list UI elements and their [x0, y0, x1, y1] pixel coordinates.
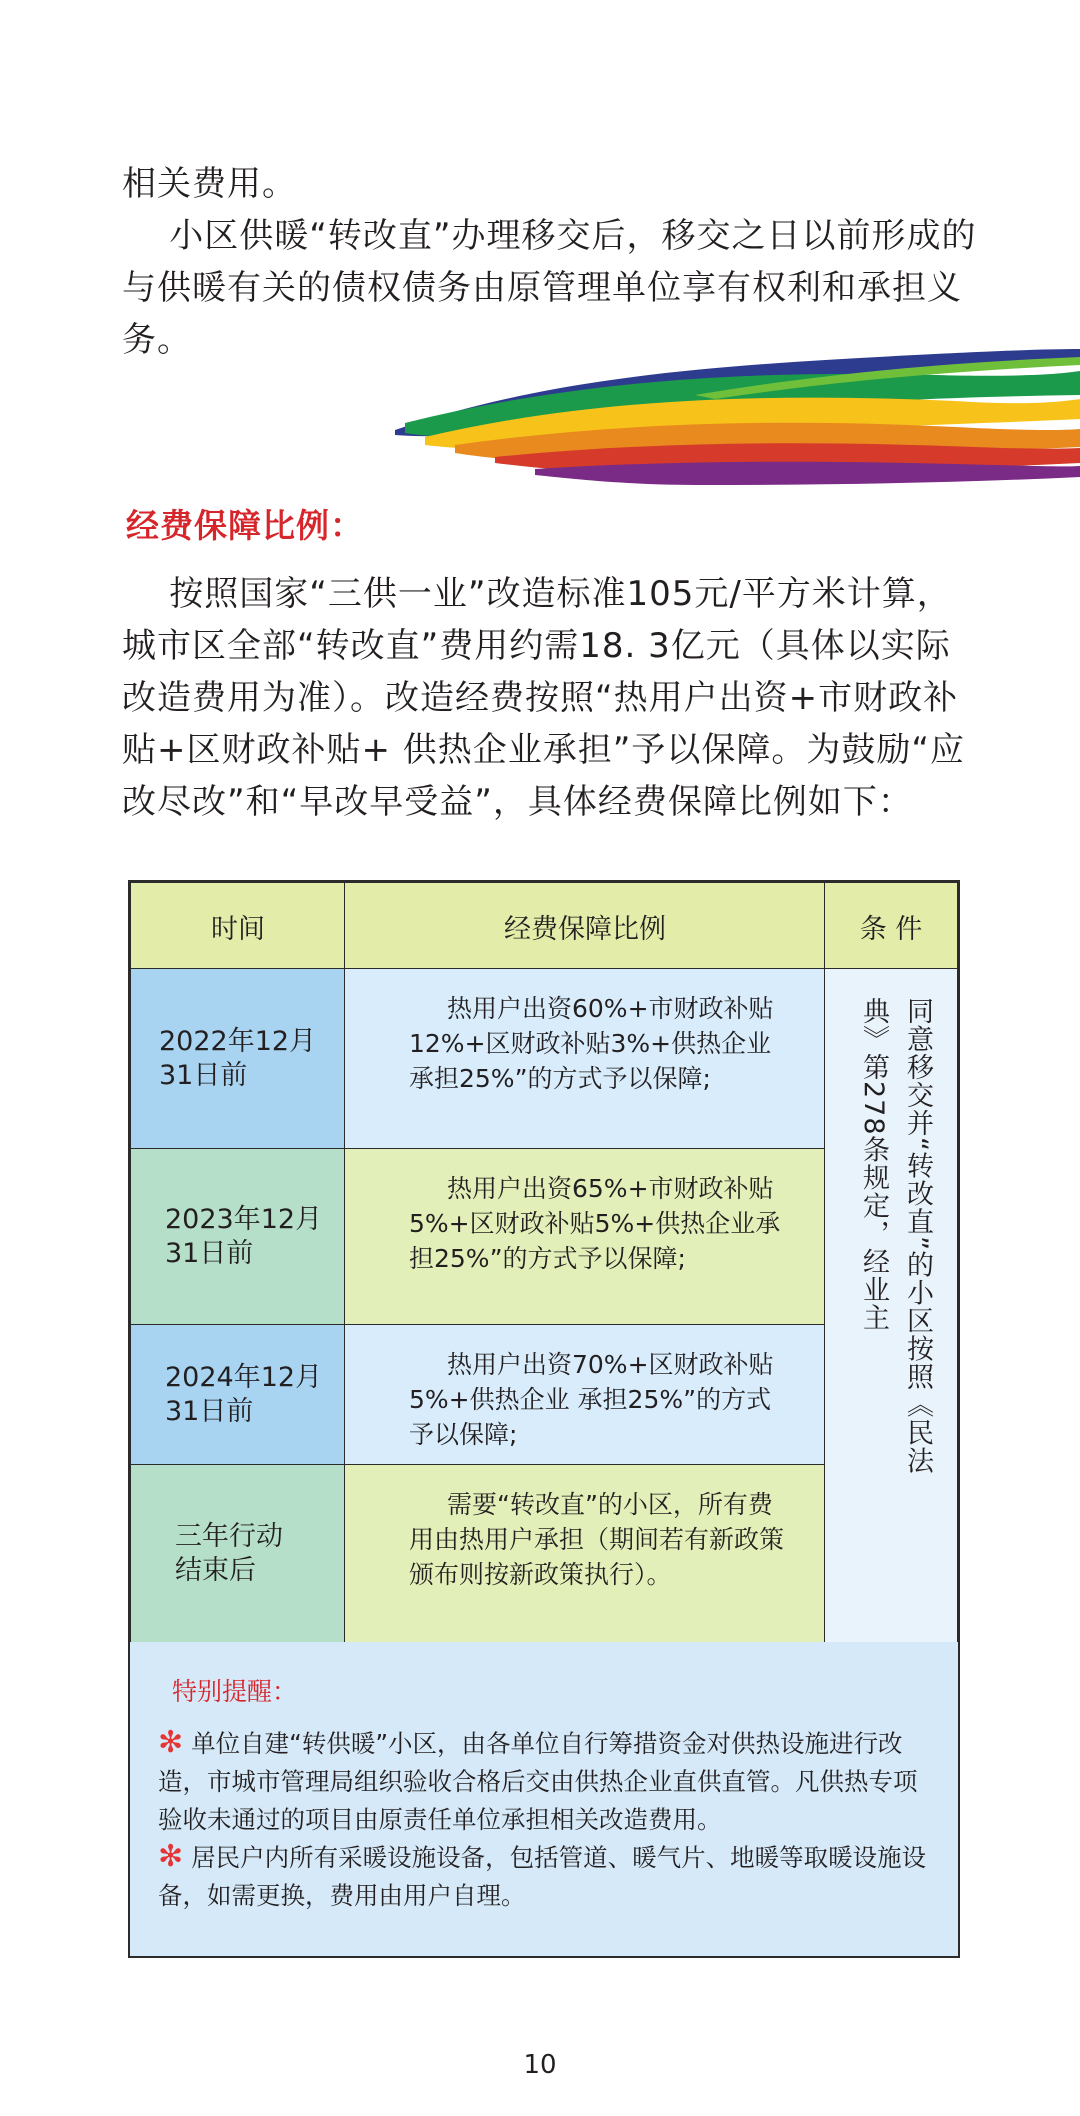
- reminder-note-1-text: 单位自建“转供暖”小区，由各单位自行筹措资金对供热设施进行改造，市城市管理局组织验收合格后交由供热企业直供直管。凡供热专项验收未通过的项目由原责任单位承担相关改造费用。: [158, 1729, 918, 1834]
- row-4-ratio-text: 需要“转改直”的小区，所有费用由热用户承担（期间若有新政策颁布则按新政策执行）。: [409, 1490, 785, 1589]
- row-4-time: 三年行动 结束后: [130, 1464, 346, 1644]
- guarantee-ratio-table: [128, 880, 960, 1958]
- header-condition: 条 件: [824, 882, 958, 970]
- row-2-ratio: [344, 1148, 826, 1326]
- asterisk-icon: ✻: [158, 1725, 184, 1760]
- page-number: 10: [523, 2050, 557, 2080]
- special-reminder-box: [130, 1642, 958, 1956]
- row-2-time: 2023年12月 31日前: [130, 1148, 346, 1326]
- budget-paragraph: 按照国家“三供一业”改造标准105元/平方米计算，城市区全部“转改直”费用约需18. 3亿元（具体以实际改造费用为准）。改造经费按照“热用户出资+市财政补贴+区财政补贴+ 供热企业承担”予以保障。为鼓励“应改尽改”和“早改早受益”，具体经费保障比例如下：: [122, 574, 966, 822]
- condition-cell: [824, 968, 958, 1644]
- row-4-ratio: [344, 1464, 826, 1644]
- transfer-paragraph: 小区供暖“转改直”办理移交后，移交之日以前形成的与供暖有关的债权债务由原管理单位享有权利和承担义务。: [122, 216, 977, 360]
- condition-text: 同意移交并“转改直”的小区按照《民法典》第278条规定，经业主: [858, 997, 933, 1475]
- header-time: 时间: [130, 882, 346, 970]
- row-3-time: 2024年12月 31日前: [130, 1324, 346, 1466]
- asterisk-icon: ✻: [158, 1839, 184, 1874]
- decorative-ribbon-graphic: [395, 335, 1080, 490]
- row-1-time: 2022年12月 31日前: [130, 968, 346, 1150]
- reminder-note: [158, 1838, 933, 1915]
- reminder-note: [158, 1724, 933, 1839]
- reminder-title: 特别提醒：: [172, 1677, 298, 1706]
- row-3-ratio-text: 热用户出资70%+区财政补贴5%+供热企业 承担25%”的方式予以保障;: [409, 1350, 774, 1449]
- section-heading: 经费保障比例：: [126, 506, 364, 545]
- row-3-ratio: [344, 1324, 826, 1466]
- row-1-ratio-text: 热用户出资60%+市财政补贴12%+区财政补贴3%+供热企业承担25%”的方式予以保障;: [409, 994, 774, 1093]
- intro-line-tail: 相关费用。: [122, 164, 297, 204]
- row-1-ratio: [344, 968, 826, 1150]
- reminder-note-2-text: 居民户内所有采暖设施设备，包括管道、暖气片、地暖等取暖设施设备，如需更换，费用由用户自理。: [158, 1843, 927, 1910]
- row-2-ratio-text: 热用户出资65%+市财政补贴5%+区财政补贴5%+供热企业承担25%”的方式予以保障;: [409, 1174, 781, 1273]
- header-ratio: 经费保障比例: [344, 882, 826, 970]
